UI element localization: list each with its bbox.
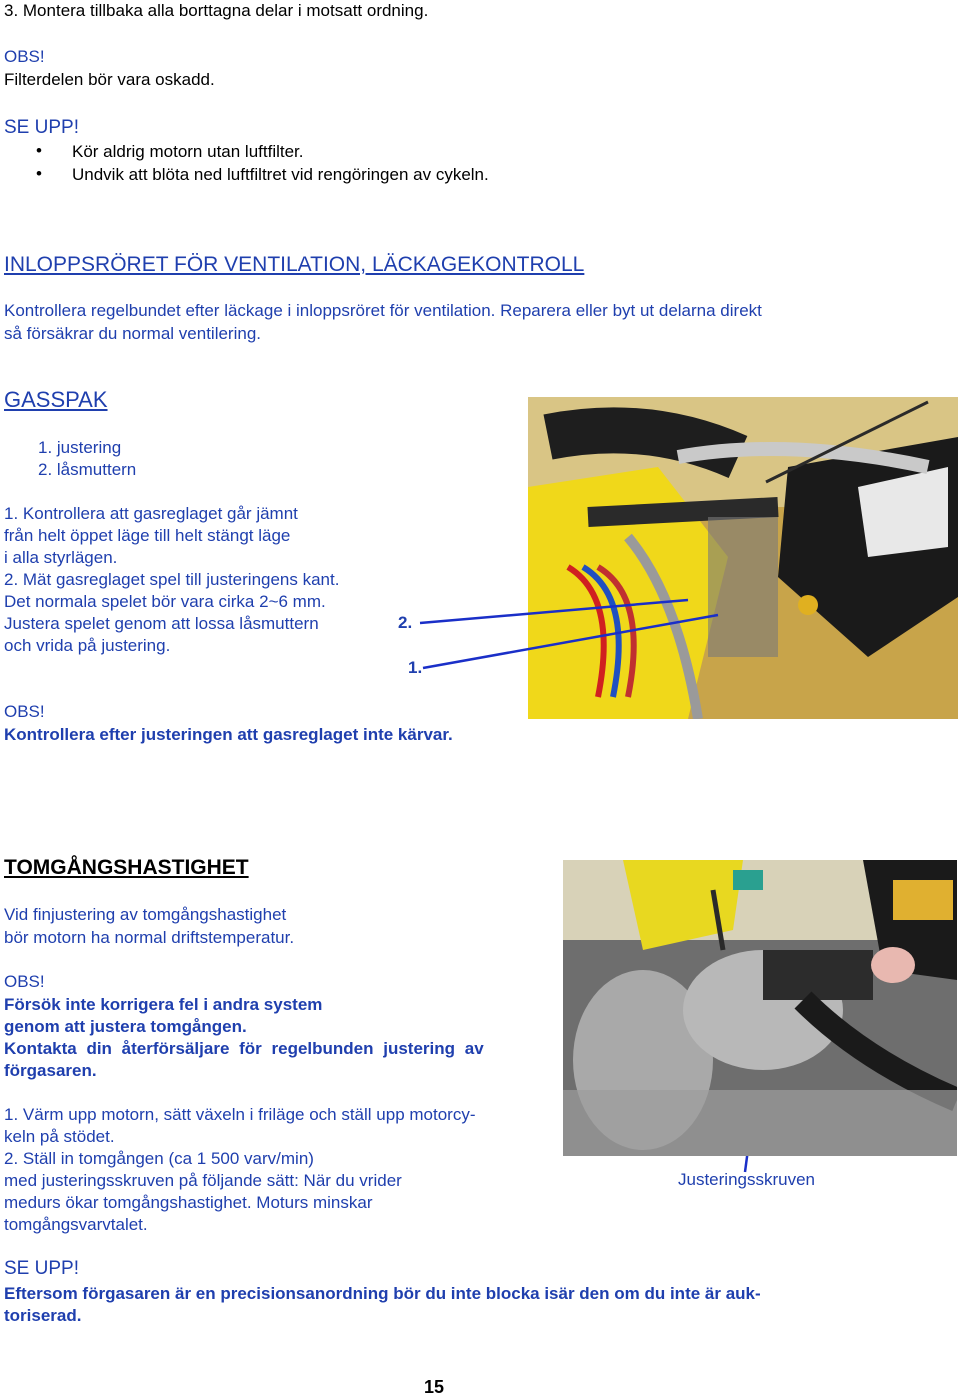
- gasspak-text: 2. Mät gasreglaget spel till justeringens kant.: [4, 570, 340, 589]
- gasspak-text: i alla styrlägen.: [4, 548, 118, 567]
- tomgang-obs-line: genom att justera tomgången.: [4, 1017, 247, 1036]
- se-upp-text: Eftersom förgasaren är en precisionsanordning bör du inte blocka isär den om du inte är auk-: [4, 1284, 761, 1303]
- tomgang-step: medurs ökar tomgångshastighet. Moturs minskar: [4, 1193, 373, 1212]
- gasspak-text: från helt öppet läge till helt stängt läge: [4, 526, 291, 545]
- se-upp-label: SE UPP!: [4, 117, 79, 138]
- tomgang-obs-label: OBS!: [4, 972, 45, 991]
- tomgang-step: tomgångsvarvtalet.: [4, 1215, 148, 1234]
- gasspak-text: och vrida på justering.: [4, 636, 171, 655]
- tomgang-step: keln på stödet.: [4, 1127, 115, 1146]
- tomgang-intro: bör motorn ha normal driftstemperatur.: [4, 928, 295, 947]
- callout-1: 1.: [408, 658, 423, 677]
- inlopp-text: Kontrollera regelbundet efter läckage i inloppsröret för ventilation. Reparera eller byt ut delarna direkt: [4, 301, 762, 320]
- gasspak-list-item: 2. låsmuttern: [38, 460, 137, 479]
- tomgang-step: med justeringsskruven på följande sätt: När du vrider: [4, 1171, 402, 1190]
- obs-label: OBS!: [4, 47, 45, 66]
- bullet-icon: •: [36, 141, 42, 160]
- gasspak-obs-label: OBS!: [4, 702, 45, 721]
- inlopp-heading: INLOPPSRÖRET FÖR VENTILATION, LÄCKAGEKONTROLL: [4, 253, 585, 276]
- gasspak-text: Justera spelet genom att lossa låsmuttern: [4, 614, 319, 633]
- se-upp-text: toriserad.: [4, 1306, 82, 1325]
- tomgang-heading: TOMGÅNGSHASTIGHET: [4, 856, 249, 879]
- se-upp-label-2: SE UPP!: [4, 1258, 79, 1279]
- justeringsskruven-caption: Justeringsskruven: [678, 1170, 816, 1189]
- gasspak-text: 1. Kontrollera att gasreglaget går jämnt: [4, 504, 298, 523]
- gasspak-obs-text: Kontrollera efter justeringen att gasreglaget inte kärvar.: [4, 725, 453, 744]
- tomgang-obs-line: förgasaren.: [4, 1061, 97, 1080]
- tomgang-step: 1. Värm upp motorn, sätt växeln i friläge och ställ upp motorcy-: [4, 1105, 476, 1124]
- carburetor-photo: [563, 860, 957, 1156]
- step-3-text: 3. Montera tillbaka alla borttagna delar i motsatt ordning.: [4, 1, 429, 20]
- gasspak-text: Det normala spelet bör vara cirka 2~6 mm.: [4, 592, 326, 611]
- tomgang-obs-line: Kontakta din återförsäljare för regelbunden justering av: [4, 1039, 484, 1058]
- inlopp-text: så försäkrar du normal ventilering.: [4, 324, 262, 343]
- gasspak-list-item: 1. justering: [38, 438, 122, 457]
- bullet-icon: •: [36, 164, 42, 183]
- tomgang-obs-line: Försök inte korrigera fel i andra system: [4, 995, 323, 1014]
- bullet-item: Undvik att blöta ned luftfiltret vid rengöringen av cykeln.: [72, 165, 489, 184]
- page-number: 15: [424, 1377, 445, 1397]
- tomgang-step: 2. Ställ in tomgången (ca 1 500 varv/min): [4, 1149, 314, 1168]
- bullet-item: Kör aldrig motorn utan luftfilter.: [72, 142, 304, 161]
- obs-text: Filterdelen bör vara oskadd.: [4, 70, 215, 89]
- callout-2: 2.: [398, 613, 413, 632]
- tomgang-intro: Vid finjustering av tomgångshastighet: [4, 905, 287, 924]
- gasspak-heading: GASSPAK: [4, 387, 108, 412]
